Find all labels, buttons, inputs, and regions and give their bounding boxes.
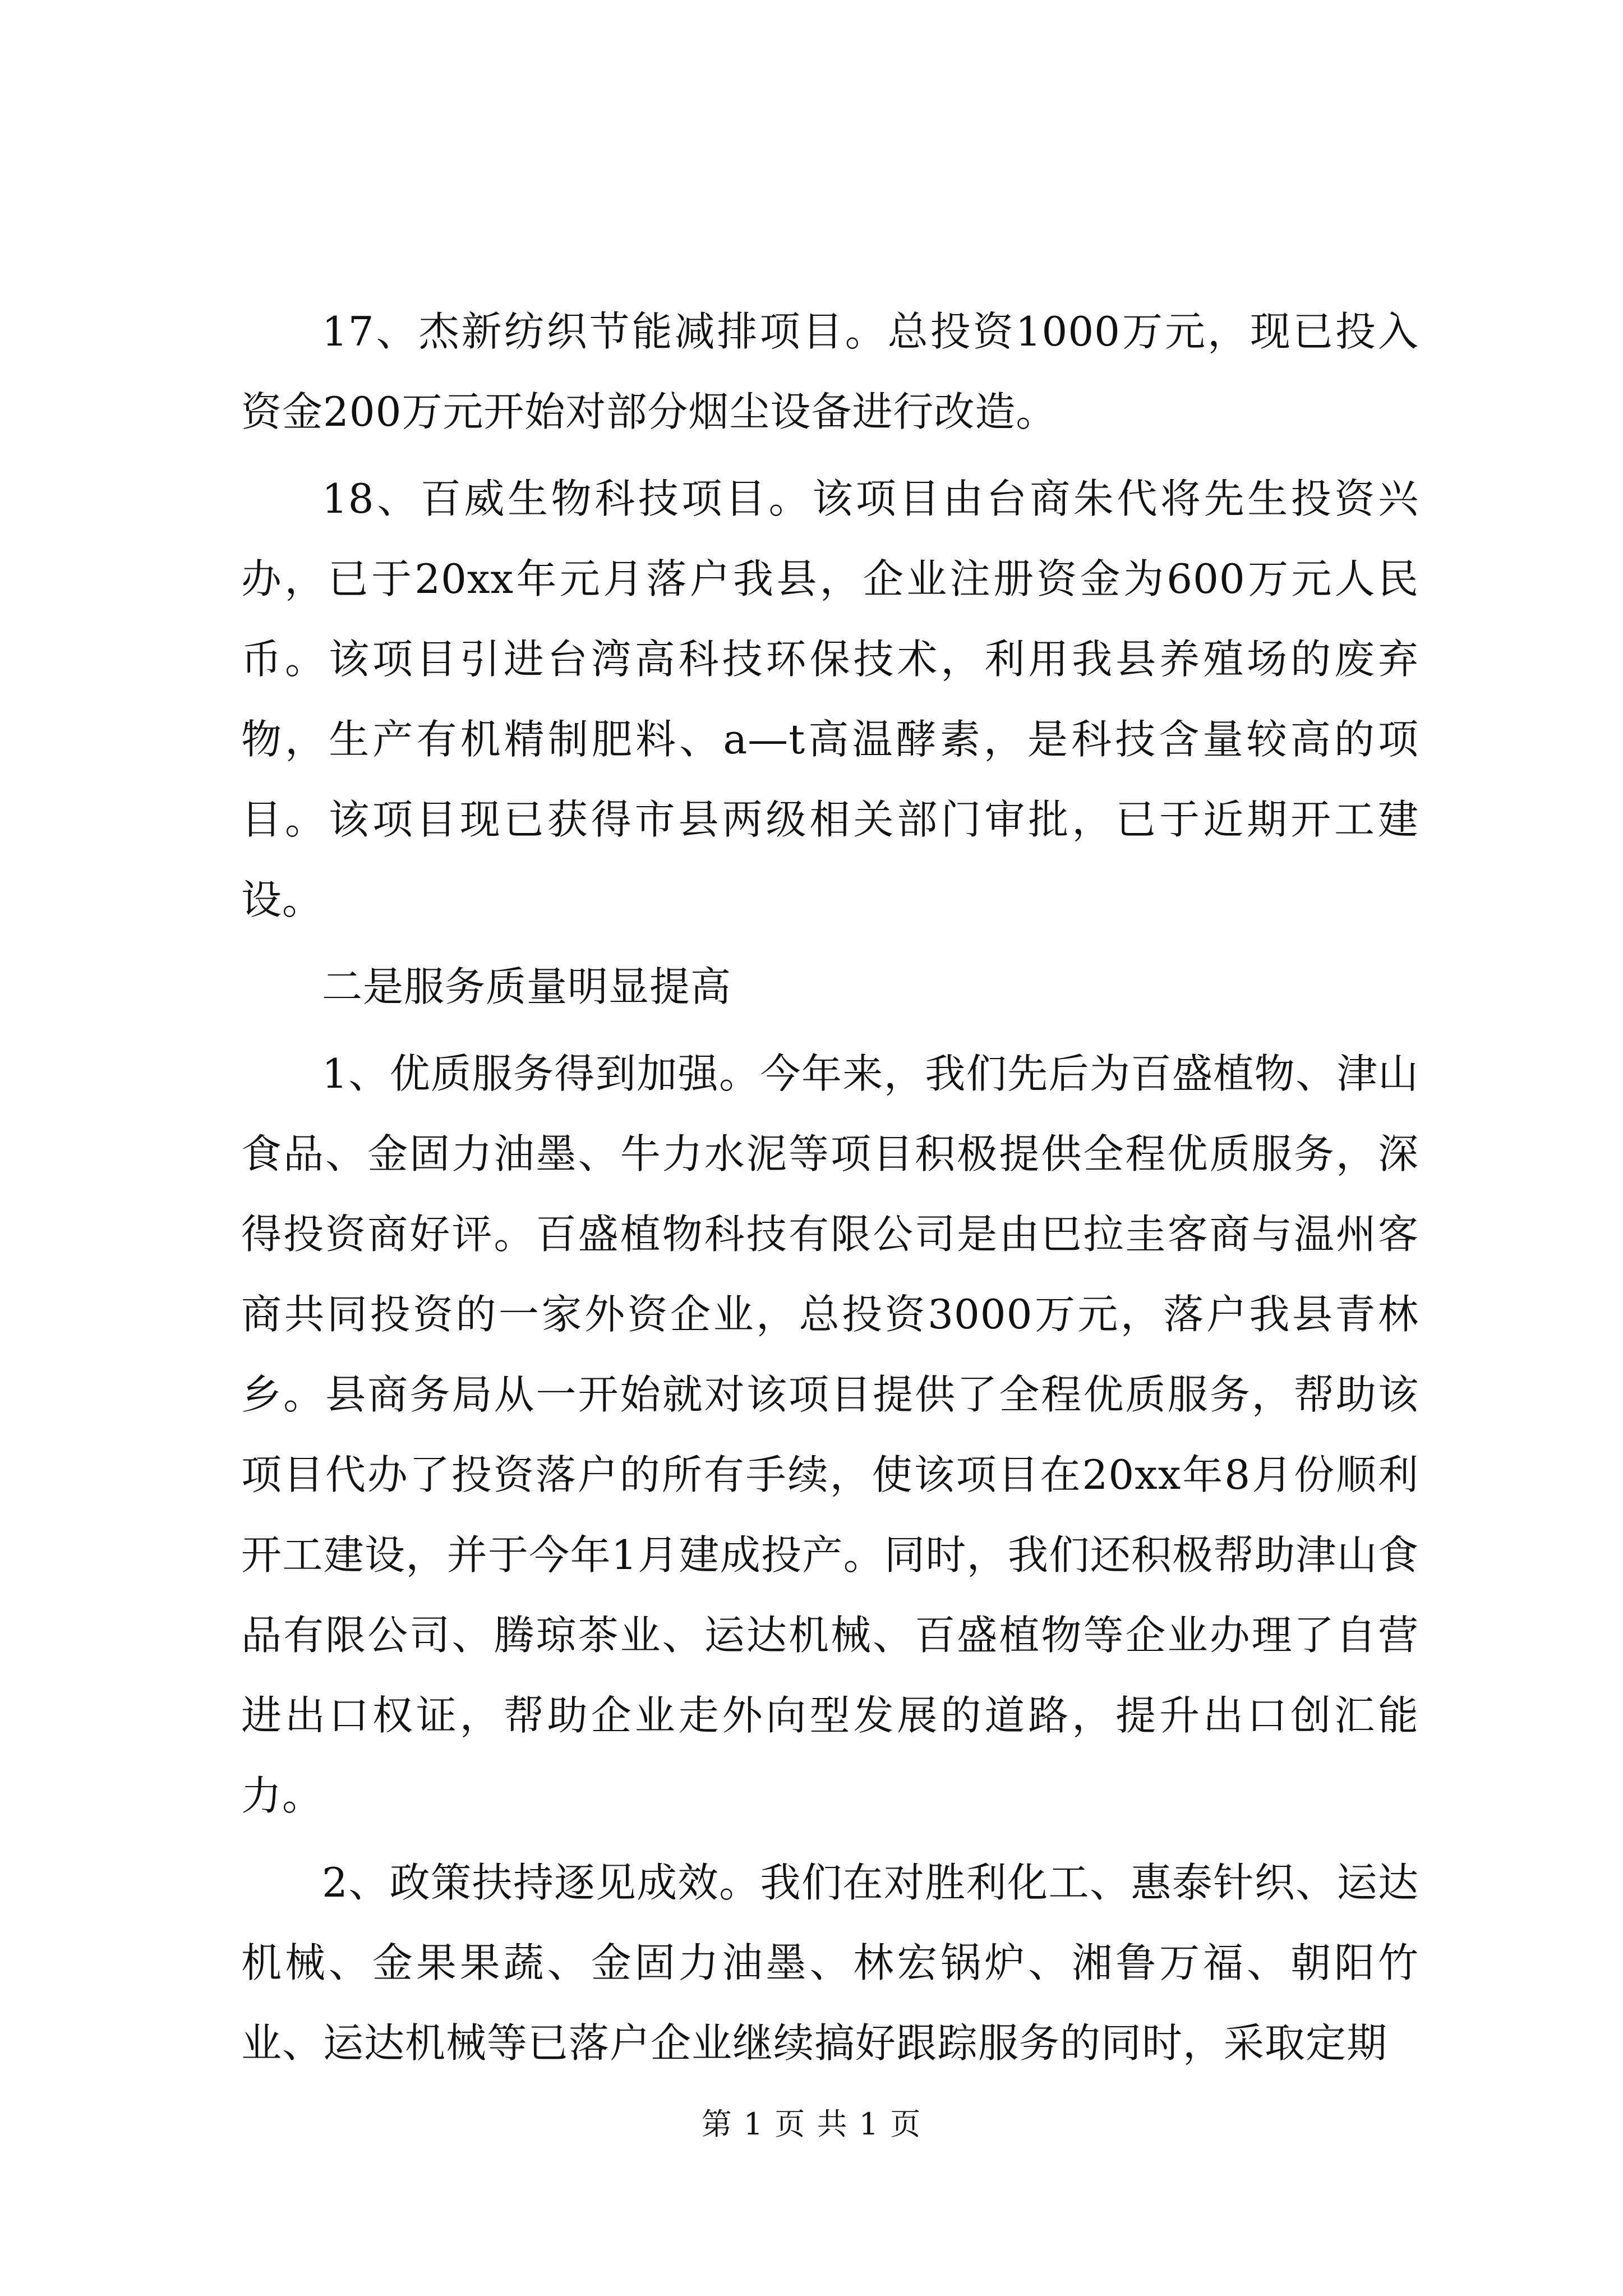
- section-heading-service-quality: 二是服务质量明显提高: [322, 963, 732, 1010]
- paragraph-quality-service: 1、优质服务得到加强。今年来，我们先后为百盛植物、津山食品、金固力油墨、牛力水泥等项目积极提供全程优质服务，深得投资商好评。百盛植物科技有限公司是由巴拉圭客商与温州客商共同投资的一家外资企业，总投资3000万元，落户我县青林乡。县商务局从一开始就对该项目提供了全程优质服务，帮助该项目代办了投资落户的所有手续，使该项目在20xx年8月份顺利开工建设，并于今年1月建成投产。同时，我们还积极帮助津山食品有限公司、腾琼茶业、运达机械、百盛植物等企业办理了自营进出口权证，帮助企业走外向型发展的道路，提升出口创汇能力。: [241, 1050, 1419, 1819]
- paragraph-project-17: 17、杰新纺织节能减排项目。总投资1000万元，现已投入资金200万元开始对部分烟尘设备进行改造。: [241, 308, 1419, 435]
- document-body: [241, 292, 1419, 2083]
- paragraph-policy-support: 2、政策扶持逐见成效。我们在对胜利化工、惠泰针织、运达机械、金果果蔬、金固力油墨、林宏锅炉、湘鲁万福、朝阳竹业、运达机械等已落户企业继续搞好跟踪服务的同时，采取定期: [241, 1859, 1419, 2067]
- paragraph-project-18: 18、百威生物科技项目。该项目由台商朱代将先生投资兴办，已于20xx年元月落户我县，企业注册资金为600万元人民币。该项目引进台湾高科技环保技术，利用我县养殖场的废弃物，生产有机精制肥料、a—t高温酵素，是科技含量较高的项目。该项目现已获得市县两级相关部门审批，已于近期开工建设。: [241, 475, 1419, 923]
- page-footer: 第 1 页 共 1 页: [701, 2106, 922, 2142]
